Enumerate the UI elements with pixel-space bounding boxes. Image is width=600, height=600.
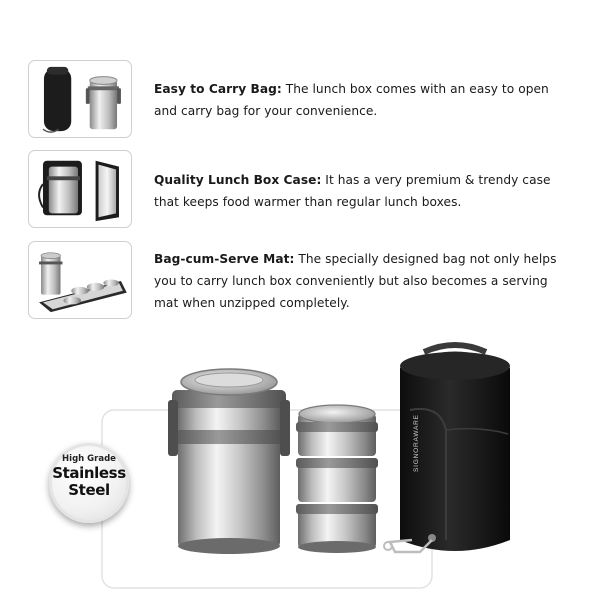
serve-mat-icon xyxy=(29,242,131,318)
stainless-steel-badge xyxy=(49,443,129,523)
feature-text: you to carry lunch box conveniently but also becomes a serving xyxy=(154,274,548,288)
badge-line-2: Stainless xyxy=(52,464,126,482)
lunchbox-in-open-case-icon xyxy=(29,151,131,227)
thumbnail-serve-mat xyxy=(28,241,132,319)
feature-title: Quality Lunch Box Case: xyxy=(154,173,322,187)
feature-serve-mat xyxy=(154,248,574,314)
carry-bag xyxy=(384,345,510,552)
feature-text: It has a very premium & trendy case xyxy=(321,173,551,187)
lunchbox-with-bag-icon xyxy=(29,61,131,137)
thumbnail-carry-bag xyxy=(28,60,132,138)
feature-text: The specially designed bag not only helps xyxy=(294,252,557,266)
feature-title: Bag-cum-Serve Mat: xyxy=(154,252,295,266)
badge-line-1: High Grade xyxy=(62,454,116,464)
tiffin-stack xyxy=(296,405,378,553)
main-container xyxy=(168,369,290,554)
feature-text: mat when unzipped completely. xyxy=(154,296,350,310)
feature-text: that keeps food warmer than regular lunch boxes. xyxy=(154,195,462,209)
badge-line-3: Steel xyxy=(68,481,110,499)
feature-carry-bag xyxy=(154,78,574,122)
thumbnail-lunch-box-case xyxy=(28,150,132,228)
feature-title: Easy to Carry Bag: xyxy=(154,82,282,96)
feature-text: The lunch box comes with an easy to open xyxy=(281,82,549,96)
bag-brand-logo: SIGNORAWARE xyxy=(413,414,420,472)
feature-text: and carry bag for your convenience. xyxy=(154,104,378,118)
feature-lunch-box-case xyxy=(154,169,574,213)
